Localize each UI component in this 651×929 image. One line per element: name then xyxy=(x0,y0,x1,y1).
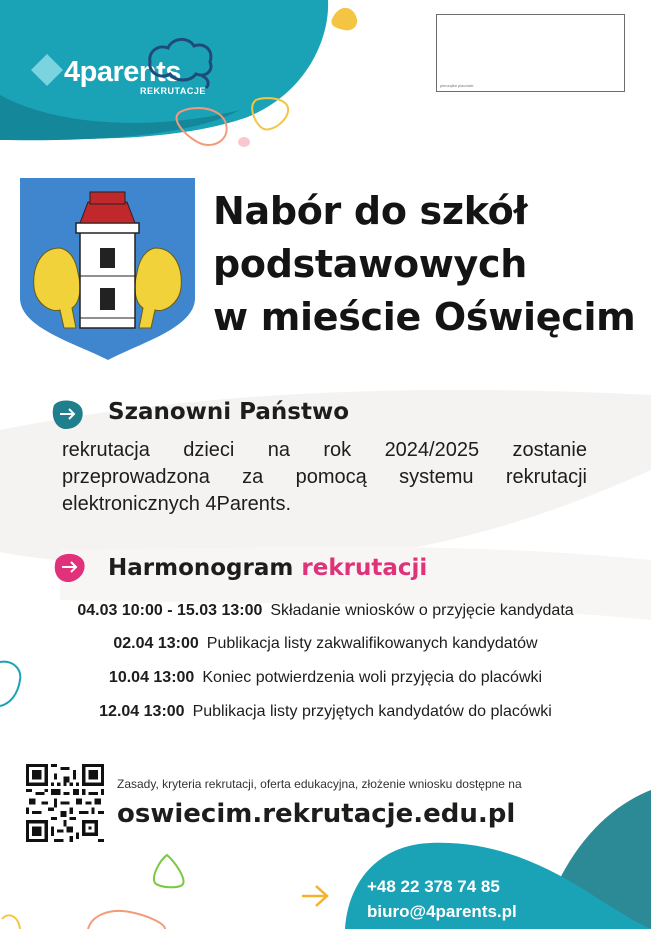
title-line-3: w mieście Oświęcim xyxy=(213,295,636,339)
city-crest-icon xyxy=(20,178,195,360)
pink-dot xyxy=(238,137,250,147)
logo-mark-icon xyxy=(29,52,65,88)
bottom-coral-outline xyxy=(88,911,165,929)
schedule-heading xyxy=(108,555,427,581)
logo-clouds-icon xyxy=(144,34,216,90)
qr-code-icon[interactable] xyxy=(26,764,104,842)
email-link[interactable]: biuro@4parents.pl xyxy=(367,902,517,921)
schedule-event: Publikacja listy zakwalifikowanych kandydatów xyxy=(206,635,538,652)
title-line-2: podstawowych xyxy=(213,242,528,286)
teal-arrow-icon xyxy=(50,397,84,431)
info-note: Zasady, kryteria rekrutacji, oferta edukacyjna, złożenie wniosku dostępne na xyxy=(117,777,522,791)
schedule-date: 10.04 13:00 xyxy=(108,669,195,686)
schedule-date: 02.04 13:00 xyxy=(113,635,199,652)
stamp-label: pieczątka placówki xyxy=(440,83,474,88)
schedule-row xyxy=(0,635,651,653)
schedule-event: Publikacja listy przyjętych kandydatów do placówki xyxy=(192,703,552,720)
schedule-date: 12.04 13:00 xyxy=(99,703,185,720)
phone-link[interactable]: +48 22 378 74 85 xyxy=(367,877,500,896)
pink-arrow-icon xyxy=(52,550,86,584)
greeting-heading: Szanowni Państwo xyxy=(108,399,350,425)
logo-subtitle: REKRUTACJE xyxy=(140,86,206,96)
schedule-event: Składanie wniosków o przyjęcie kandydata xyxy=(270,602,574,619)
logo-name: parents xyxy=(79,56,181,88)
bottom-yellow-outline xyxy=(2,915,20,929)
recruitment-url-link[interactable]: oswiecim.rekrutacje.edu.pl xyxy=(117,799,516,829)
logo-number: 4 xyxy=(64,56,80,88)
schedule-event: Koniec potwierdzenia woli przyjęcia do placówki xyxy=(202,669,543,686)
page-title xyxy=(213,185,635,344)
schedule-row xyxy=(0,703,651,721)
footer-arrow-icon xyxy=(302,886,327,906)
institution-stamp-box xyxy=(436,14,625,92)
schedule-row xyxy=(0,602,651,620)
schedule-row xyxy=(0,669,651,687)
schedule-heading-main: Harmonogram xyxy=(108,555,294,581)
yellow-shape xyxy=(331,8,357,31)
greeting-body: rekrutacja dzieci na rok 2024/2025 zostanie przeprowadzona za pomocą systemu rekrutacji elektronicznych 4Parents. xyxy=(62,439,587,515)
green-outline-shape xyxy=(154,855,183,887)
title-line-1: Nabór do szkół xyxy=(213,189,528,233)
schedule-date: 04.03 10:00 - 15.03 13:00 xyxy=(77,602,263,619)
schedule-heading-accent: rekrutacji xyxy=(301,555,428,581)
